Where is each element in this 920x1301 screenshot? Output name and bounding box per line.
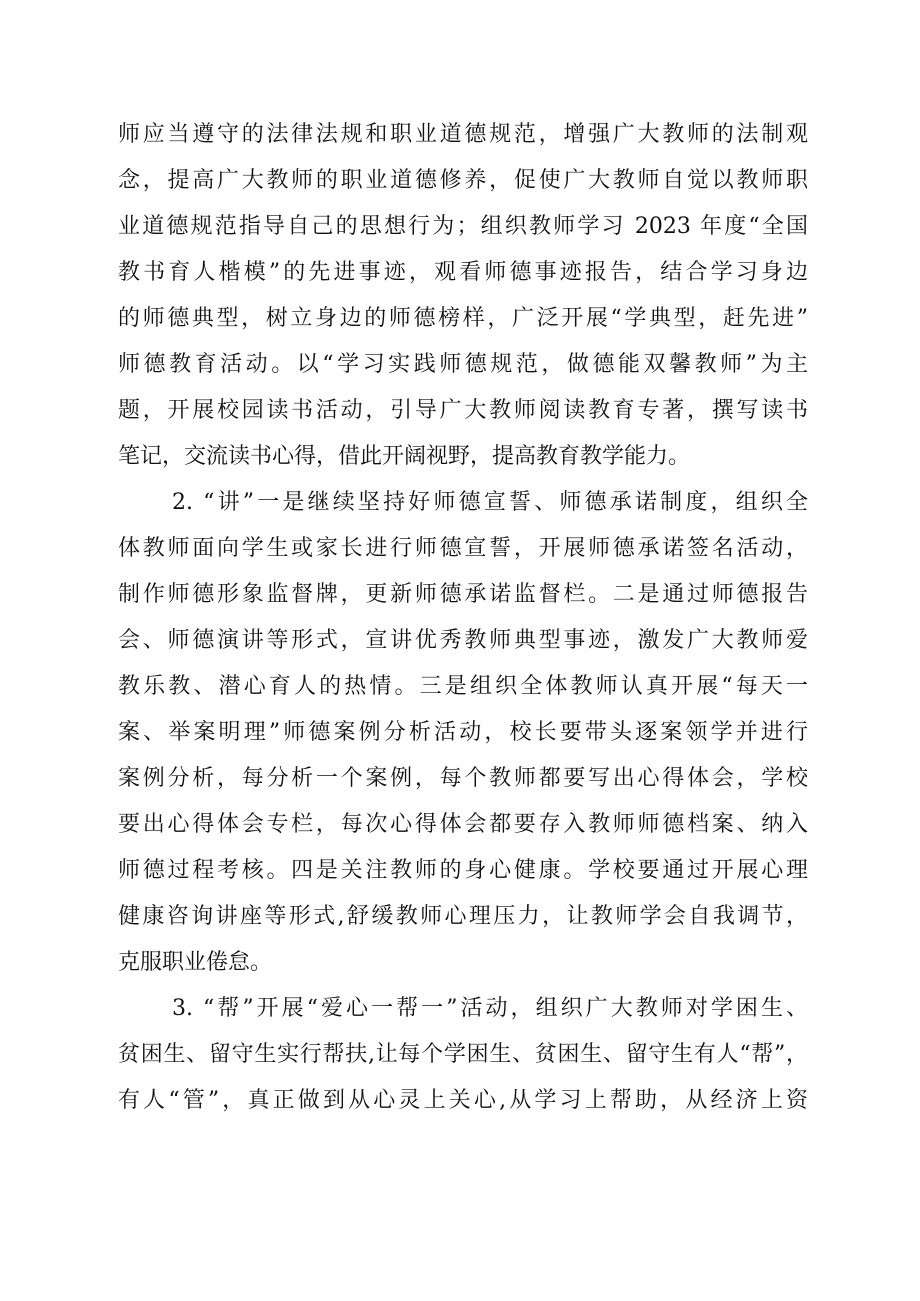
text-line: 师应当遵守的法律法规和职业道德规范，增强广大教师的法制观	[118, 122, 808, 147]
text-line: 有人“管”，真正做到从心灵上关心,从学习上帮助，从经济上资	[118, 1088, 808, 1113]
text-line: 教书育人楷模”的先进事迹，观看师德事迹报告，结合学习身边	[118, 260, 808, 285]
text-line: 的师德典型，树立身边的师德榜样，广泛开展“学典型，赶先进”	[118, 306, 808, 331]
paragraph-3-start: 3. “帮”开展“爱心一帮一”活动，组织广大教师对学困生、	[172, 996, 808, 1021]
text-line: 笔记，交流读书心得，借此开阔视野，提高教育教学能力。	[118, 444, 691, 469]
paragraph-2-start: 2. “讲”一是继续坚持好师德宣誓、师德承诺制度，组织全	[172, 490, 808, 515]
text-line: 业道德规范指导自己的思想行为；组织教师学习 2023 年度“全国	[118, 214, 808, 239]
text-line: 念，提高广大教师的职业道德修养，促使广大教师自觉以教师职	[118, 168, 808, 193]
text-line: 教乐教、潜心育人的热情。三是组织全体教师认真开展“每天一	[118, 674, 808, 699]
text-line: 健康咨询讲座等形式,舒缓教师心理压力，让教师学会自我调节，	[118, 904, 808, 929]
text-line: 题，开展校园读书活动，引导广大教师阅读教育专著，撰写读书	[118, 398, 808, 423]
text-line: 案、举案明理”师德案例分析活动，校长要带头逐案领学并进行	[118, 720, 808, 745]
text-line: 会、师德演讲等形式，宣讲优秀教师典型事迹，激发广大教师爱	[118, 628, 808, 653]
body-text	[118, 112, 808, 1124]
text-line: 师德教育活动。以“学习实践师德规范，做德能双馨教师”为主	[118, 352, 808, 377]
text-line: 体教师面向学生或家长进行师德宣誓，开展师德承诺签名活动，	[118, 536, 808, 561]
text-line: 案例分析，每分析一个案例，每个教师都要写出心得体会，学校	[118, 766, 808, 791]
text-line: 要出心得体会专栏，每次心得体会都要存入教师师德档案、纳入	[118, 812, 808, 837]
text-line: 克服职业倦怠。	[118, 950, 273, 975]
text-line: 制作师德形象监督牌，更新师德承诺监督栏。二是通过师德报告	[118, 582, 808, 607]
text-line: 师德过程考核。四是关注教师的身心健康。学校要通过开展心理	[118, 858, 808, 883]
text-line: 贫困生、留守生实行帮扶,让每个学困生、贫困生、留守生有人“帮”，	[118, 1042, 808, 1067]
